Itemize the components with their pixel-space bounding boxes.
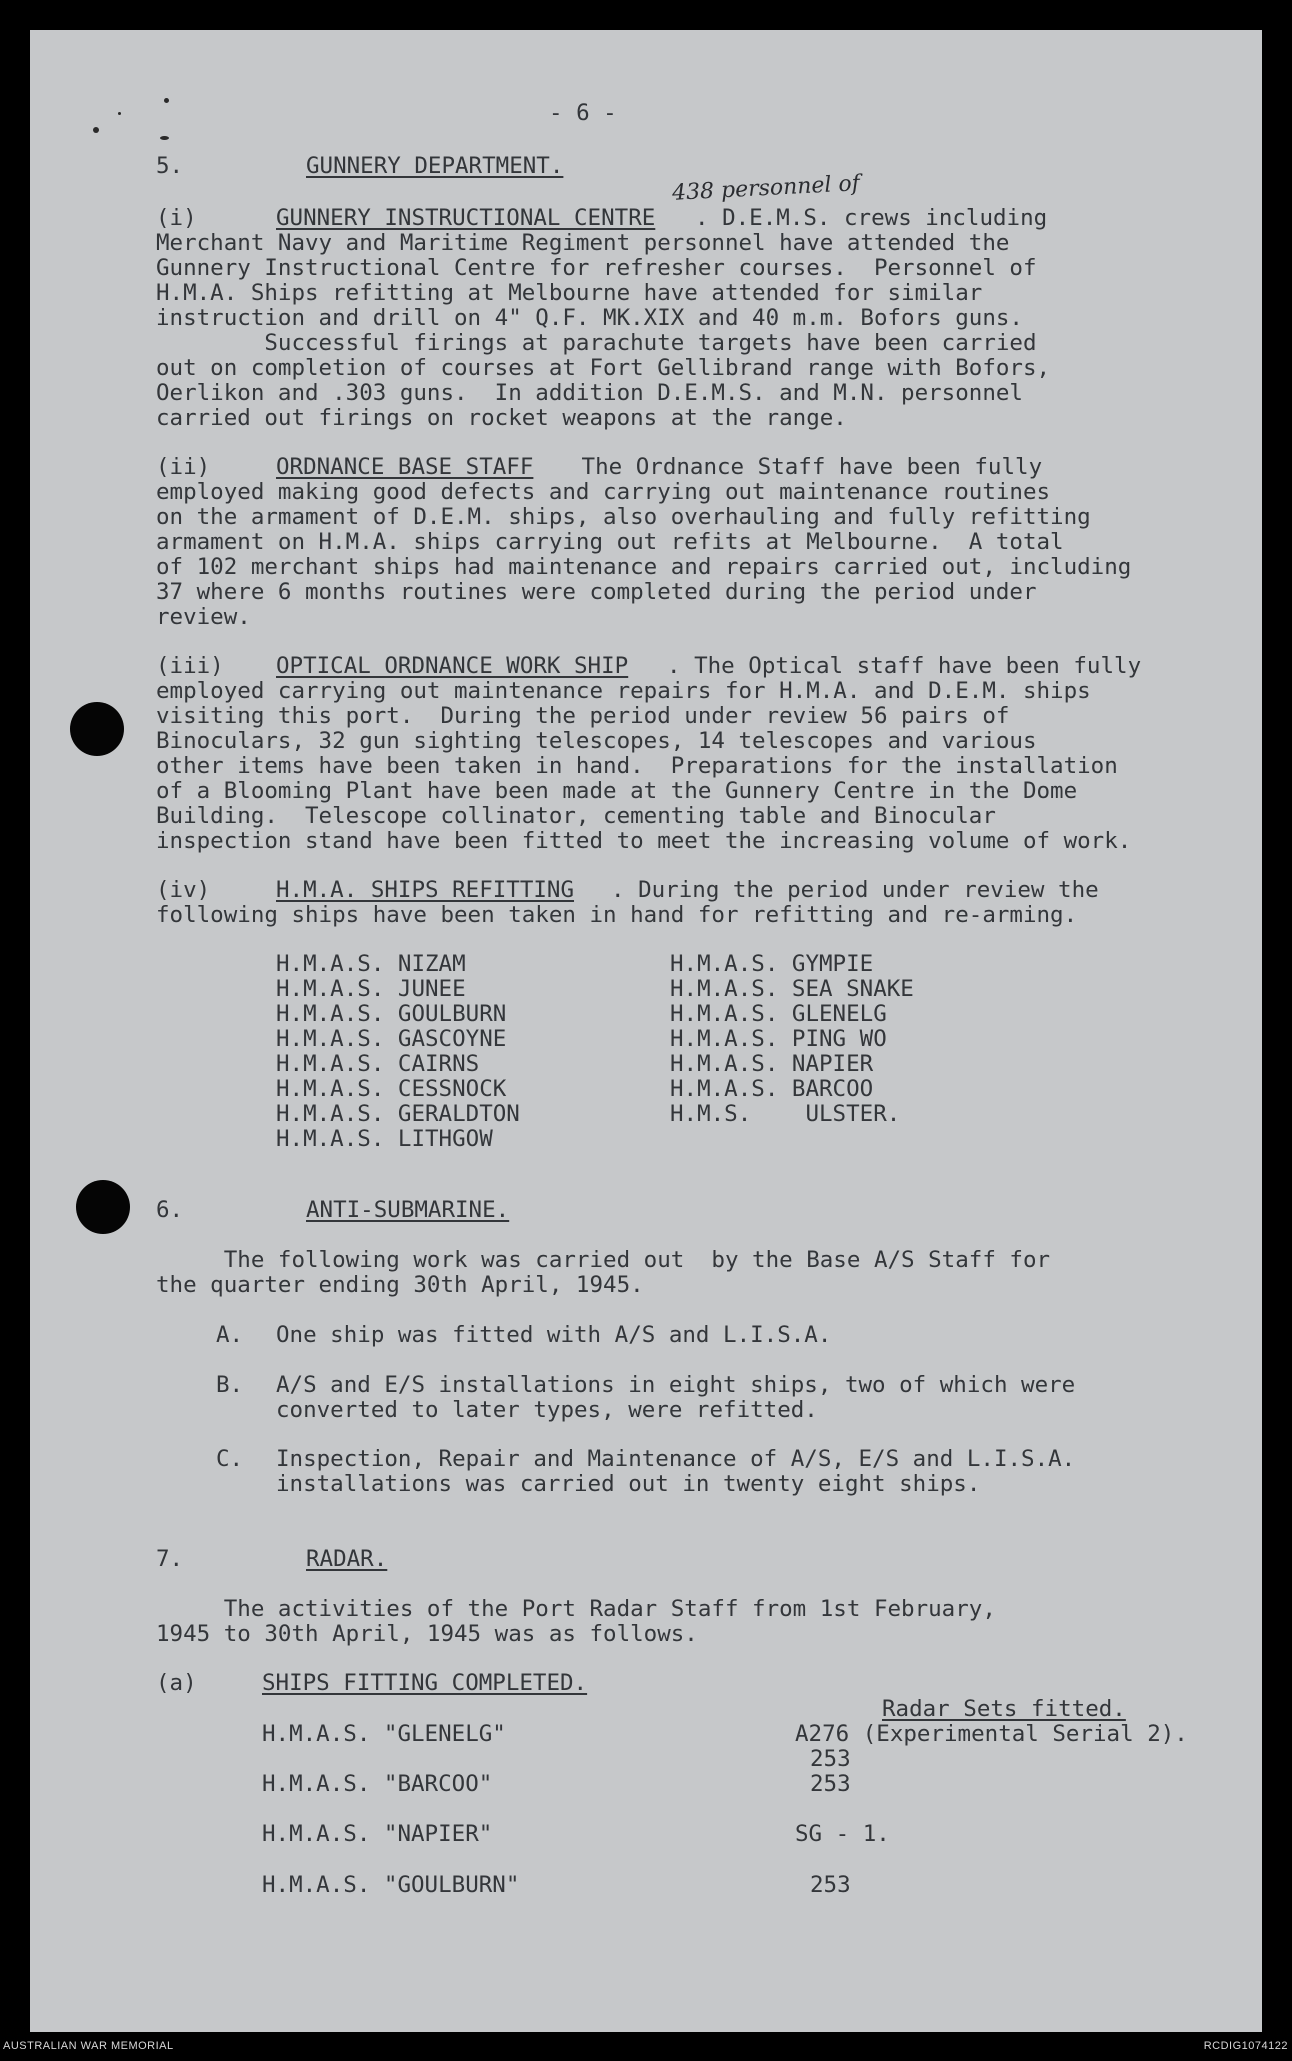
p2-line: 37 where 6 months routines were completed during the period under — [156, 579, 1037, 605]
p3-line: of a Blooming Plant have been made at the Gunnery Centre in the Dome — [156, 778, 1078, 804]
subsection-heading: SHIPS FITTING COMPLETED. — [262, 1670, 588, 1696]
item-label: C. — [216, 1446, 244, 1472]
ship-list-item: H.M.A.S. GASCOYNE — [276, 1026, 507, 1052]
item-line: One ship was fitted with A/S and L.I.S.A. — [276, 1322, 832, 1348]
p4-line: . During the period under review the — [611, 877, 1099, 903]
ship-list-item: H.M.A.S. LITHGOW — [276, 1126, 493, 1152]
p1-line: instruction and drill on 4" Q.F. MK.XIX and 40 m.m. Bofors guns. — [156, 305, 1023, 331]
ship-list-item: H.M.A.S. BARCOO — [670, 1076, 874, 1102]
p2-line: The Ordnance Staff have been fully — [568, 454, 1043, 480]
p3-line: employed carrying out maintenance repairs for H.M.A. and D.E.M. ships — [156, 678, 1091, 704]
radar-set: 253 — [810, 1771, 851, 1797]
section7-number: 7. — [156, 1546, 184, 1572]
section5-heading: GUNNERY DEPARTMENT. — [306, 153, 564, 179]
p2-line: on the armament of D.E.M. ships, also overhauling and fully refitting — [156, 504, 1091, 530]
section6-intro: The following work was carried out by the Base A/S Staff for — [156, 1247, 1051, 1273]
page-number: - 6 - — [549, 100, 617, 126]
handwritten-annotation: 438 personnel of — [671, 171, 861, 206]
ship-list-item: H.M.A.S. GLENELG — [670, 1001, 887, 1027]
ship-list-item: H.M.A.S. NAPIER — [670, 1051, 874, 1077]
p3-line: Binoculars, 32 gun sighting telescopes, 14 telescopes and various — [156, 728, 1037, 754]
ink-speck — [164, 98, 169, 103]
section6-intro: the quarter ending 30th April, 1945. — [156, 1272, 644, 1298]
punch-hole-upper — [70, 702, 124, 756]
p2-line: of 102 merchant ships had maintenance and repairs carried out, including — [156, 554, 1132, 580]
p1-line: Merchant Navy and Maritime Regiment personnel have attended the — [156, 230, 1010, 256]
section5-number: 5. — [156, 153, 184, 179]
ship-list-item: H.M.A.S. JUNEE — [276, 976, 466, 1002]
item-label: A. — [216, 1322, 244, 1348]
p1-line: carried out firings on rocket weapons at the range. — [156, 405, 847, 431]
section6-heading: ANTI-SUBMARINE. — [306, 1197, 510, 1223]
p3-number: (iii) — [156, 653, 224, 679]
p4-title: H.M.A. SHIPS REFITTING — [276, 877, 575, 903]
p1-line: out on completion of courses at Fort Gellibrand range with Bofors, — [156, 355, 1051, 381]
p2-line: armament on H.M.A. ships carrying out refits at Melbourne. A total — [156, 529, 1064, 555]
ink-speck — [93, 127, 99, 133]
punch-hole-lower — [76, 1180, 130, 1234]
p1-line: Gunnery Instructional Centre for refresher courses. Personnel of — [156, 255, 1037, 281]
p4-number: (iv) — [156, 877, 211, 903]
p3-line: visiting this port. During the period under review 56 pairs of — [156, 703, 1010, 729]
ship-list-item: H.M.A.S. CAIRNS — [276, 1051, 480, 1077]
p2-line: review. — [156, 604, 251, 630]
ship-list-item: H.M.A.S. CESSNOCK — [276, 1076, 507, 1102]
p1-line: . D.E.M.S. crews including — [695, 205, 1048, 231]
radar-set: 253 — [810, 1746, 851, 1772]
p2-title: ORDNANCE BASE STAFF — [276, 454, 534, 480]
p1-title: GUNNERY INSTRUCTIONAL CENTRE — [276, 205, 656, 231]
p2-line: employed making good defects and carrying out maintenance routines — [156, 479, 1051, 505]
ship-list-item: H.M.S. ULSTER. — [670, 1101, 901, 1127]
p1-line: Successful firings at parachute targets have been carried — [156, 330, 1037, 356]
p3-line: . The Optical staff have been fully — [667, 653, 1142, 679]
p4-line: following ships have been taken in hand for refitting and re-arming. — [156, 902, 1078, 928]
footer-archive-name: AUSTRALIAN WAR MEMORIAL — [3, 2040, 174, 2052]
p1-number: (i) — [156, 205, 197, 231]
p2-number: (ii) — [156, 454, 211, 480]
ship-list-item: H.M.A.S. PING WO — [670, 1026, 887, 1052]
ink-speck — [118, 112, 121, 115]
ink-speck — [160, 136, 169, 140]
item-line: A/S and E/S installations in eight ships, two of which were — [276, 1372, 1076, 1398]
ship-list-item: H.M.A.S. GOULBURN — [276, 1001, 507, 1027]
p3-line: inspection stand have been fitted to meet the increasing volume of work. — [156, 828, 1132, 854]
ship-list-item: H.M.A.S. SEA SNAKE — [670, 976, 914, 1002]
item-line: installations was carried out in twenty eight ships. — [276, 1471, 981, 1497]
section6-number: 6. — [156, 1197, 184, 1223]
p3-title: OPTICAL ORDNANCE WORK SHIP — [276, 653, 629, 679]
footer-record-id: RCDIG1074122 — [1203, 2040, 1288, 2052]
section7-intro: 1945 to 30th April, 1945 was as follows. — [156, 1621, 698, 1647]
item-line: Inspection, Repair and Maintenance of A/S, E/S and L.I.S.A. — [276, 1446, 1076, 1472]
ship-list-item: H.M.A.S. GERALDTON — [276, 1101, 520, 1127]
p3-line: other items have been taken in hand. Preparations for the installation — [156, 753, 1118, 779]
p1-line: Oerlikon and .303 guns. In addition D.E.M.S. and M.N. personnel — [156, 380, 1023, 406]
ship-list-item: H.M.A.S. GYMPIE — [670, 951, 874, 977]
item-line: converted to later types, were refitted. — [276, 1397, 818, 1423]
radar-ship-name: H.M.A.S. "GLENELG" — [262, 1721, 506, 1747]
radar-set: 253 — [810, 1872, 851, 1898]
radar-ship-name: H.M.A.S. "BARCOO" — [262, 1771, 493, 1797]
section7-heading: RADAR. — [306, 1546, 388, 1572]
radar-set: SG - 1. — [795, 1821, 890, 1847]
subsection-number: (a) — [156, 1670, 197, 1696]
radar-ship-name: H.M.A.S. "NAPIER" — [262, 1821, 493, 1847]
ship-list-item: H.M.A.S. NIZAM — [276, 951, 466, 977]
radar-set: A276 (Experimental Serial 2). — [795, 1721, 1188, 1747]
item-label: B. — [216, 1372, 244, 1398]
p1-line: H.M.A. Ships refitting at Melbourne have attended for similar — [156, 280, 983, 306]
radar-column-heading: Radar Sets fitted. — [882, 1696, 1126, 1722]
p3-line: Building. Telescope collinator, cementing table and Binocular — [156, 803, 996, 829]
section7-intro: The activities of the Port Radar Staff from 1st February, — [156, 1596, 996, 1622]
radar-ship-name: H.M.A.S. "GOULBURN" — [262, 1872, 520, 1898]
